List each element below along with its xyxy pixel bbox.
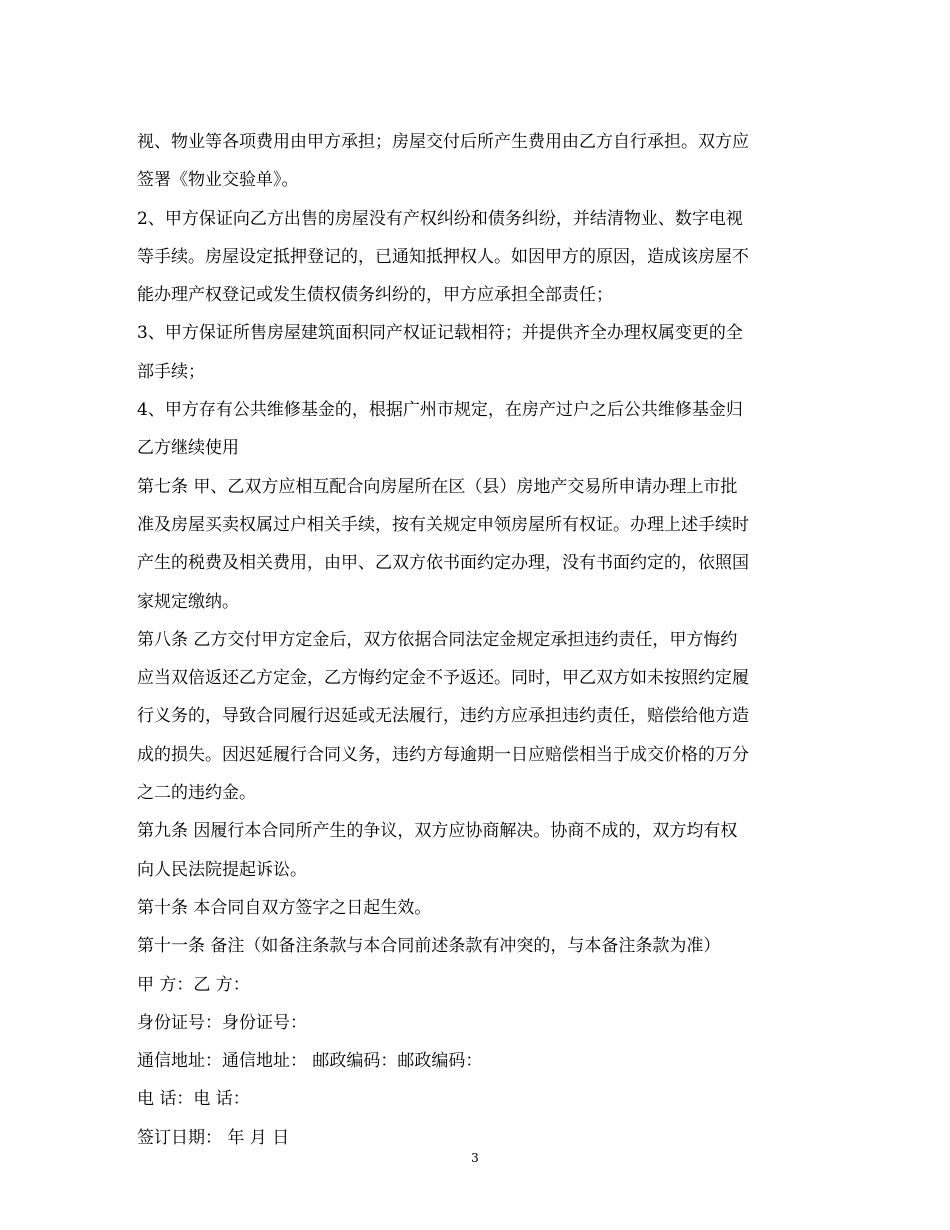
text-line: 行义务的，导致合同履行迟延或无法履行，违约方应承担违约责任，赔偿给他方造 <box>137 706 749 727</box>
signature-id-line: 身份证号：身份证号： <box>137 1012 307 1033</box>
page-number: 3 <box>471 1151 479 1165</box>
signature-party-line: 甲 方：乙 方： <box>137 974 250 995</box>
text-line: 成的损失。因迟延履行合同义务，违约方每逾期一日应赔偿相当于成交价格的万分 <box>137 744 749 765</box>
text-line: 产生的税费及相关费用，由甲、乙双方依书面约定办理，没有书面约定的，依照国 <box>137 553 749 574</box>
text-line: 准及房屋买卖权属过户相关手续，按有关规定申领房屋所有权证。办理上述手续时 <box>137 514 749 535</box>
article-11-remarks: 第十一条 备注（如备注条款与本合同前述条款有冲突的，与本备注条款为准） <box>137 936 721 957</box>
text-line: 之二的违约金。 <box>137 783 256 804</box>
text-line: 向人民法院提起诉讼。 <box>137 859 307 880</box>
text-line: 部手续； <box>137 361 205 382</box>
signing-date-line: 签订日期： 年 月 日 <box>137 1127 290 1148</box>
contract-body-text <box>137 123 817 1157</box>
clause-item-2: 2、甲方保证向乙方出售的房屋没有产权纠纷和债务纠纷，并结清物业、数字电视 <box>137 208 743 229</box>
article-9: 第九条 因履行本合同所产生的争议，双方应协商解决。协商不成的，双方均有权 <box>137 821 738 842</box>
clause-item-3: 3、甲方保证所售房屋建筑面积同产权证记载相符；并提供齐全办理权属变更的全 <box>137 323 743 344</box>
text-line: 乙方继续使用 <box>137 438 239 459</box>
text-line: 等手续。房屋设定抵押登记的，已通知抵押权人。如因甲方的原因，造成该房屋不 <box>137 246 749 267</box>
signature-phone-line: 电 话：电 话： <box>137 1089 250 1110</box>
article-7: 第七条 甲、乙双方应相互配合向房屋所在区（县）房地产交易所申请办理上市批 <box>137 476 738 497</box>
text-line: 能办理产权登记或发生债权债务纠纷的，甲方应承担全部责任； <box>137 285 613 306</box>
clause-item-4: 4、甲方存有公共维修基金的，根据广州市规定，在房产过户之后公共维修基金归 <box>137 400 743 421</box>
text-line: 应当双倍返还乙方定金，乙方悔约定金不予返还。同时，甲乙双方如未按照约定履 <box>137 668 749 689</box>
article-10: 第十条 本合同自双方签字之日起生效。 <box>137 897 432 918</box>
text-line: 家规定缴纳。 <box>137 591 239 612</box>
article-8: 第八条 乙方交付甲方定金后，双方依据合同法定金规定承担违约责任，甲方悔约 <box>137 629 738 650</box>
signature-address-line: 通信地址：通信地址： 邮政编码：邮政编码： <box>137 1051 483 1072</box>
text-line: 签署《物业交验单》。 <box>137 170 299 191</box>
text-line: 视、物业等各项费用由甲方承担；房屋交付后所产生费用由乙方自行承担。双方应 <box>137 132 749 152</box>
